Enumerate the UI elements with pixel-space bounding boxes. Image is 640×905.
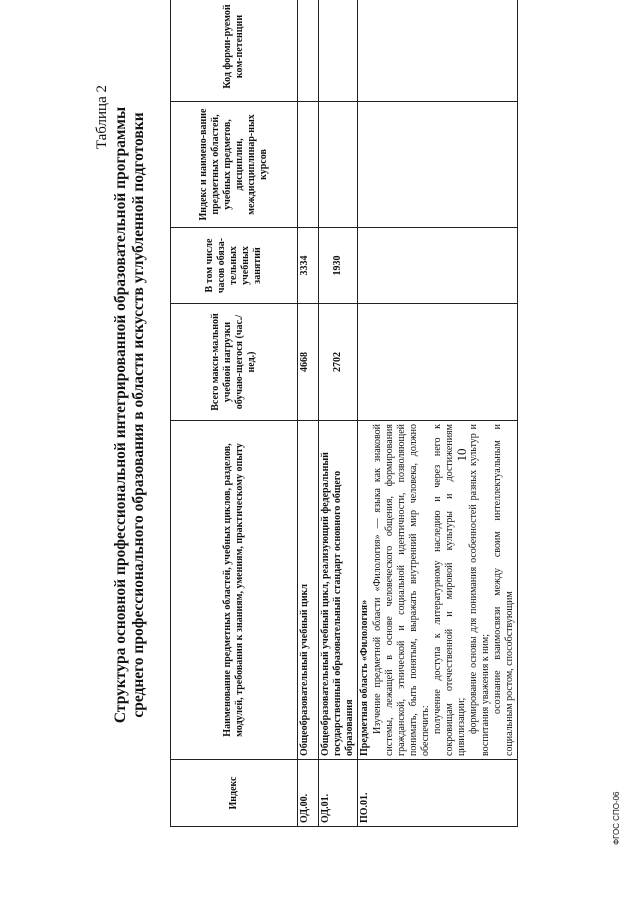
table-row <box>298 0 319 827</box>
area-paragraph: Изучение предметной области «Филология» — языка как знаковой системы, лежащей в основе человеческого общения, формирования гражданской, этнической и социальной идентичности, позволяющей понимать, быть понятым, выражать внутренний мир человека, должно обеспечить: <box>372 424 431 756</box>
table-header-row <box>171 0 298 827</box>
area-description <box>358 421 518 760</box>
row-subjects-index <box>298 102 319 228</box>
program-structure-table <box>170 0 518 827</box>
row-name: Общеобразовательный учебный цикл <box>298 421 319 760</box>
table-row <box>358 0 518 827</box>
title-line-1: Структура основной профессиональной интегрированной образовательной программы <box>112 106 129 724</box>
row-subjects-index <box>319 102 358 228</box>
row-index: ОД.01. <box>319 760 358 827</box>
footer-code: ФГОС СПО-06 <box>612 791 621 845</box>
row-index: ПО.01. <box>358 760 518 827</box>
row-competence-code <box>298 0 319 102</box>
row-max-load: 4668 <box>298 304 319 421</box>
row-competence-code <box>319 0 358 102</box>
area-paragraph: формирование основы для понимания особенностей разных культур и воспитания уважения к ним; <box>468 424 491 756</box>
row-index: ОД.00. <box>298 760 319 827</box>
header-subjects-index: Индекс и наимено-вание предметных областей, учебных предметов, дисциплин, междисциплинар-ных курсов <box>171 102 298 228</box>
row-name: Общеобразовательный учебный цикл, реализующий федеральный государственный образовательный стандарт основного общего образования <box>319 421 358 760</box>
row-mandatory-hours <box>358 228 518 304</box>
document-title <box>112 0 148 835</box>
area-paragraph: получение доступа к литературному наследию и через него к сокровищам отечественной и мировой культуры и достижениям цивилизации; <box>432 424 467 756</box>
row-max-load <box>358 304 518 421</box>
row-subjects-index <box>358 102 518 228</box>
title-line-2: среднего профессионального образования в области искусств углубленной подготовки <box>130 112 147 718</box>
area-paragraph: осознание взаимосвязи между своим интеллектуальным и социальным ростом, способствующим <box>492 424 515 756</box>
table-label: Таблица 2 <box>94 85 110 150</box>
area-title: Предметная область «Филология» <box>359 599 370 756</box>
row-max-load: 2702 <box>319 304 358 421</box>
header-mandatory-hours: В том числе часов обяза-тельных учебных занятий <box>171 228 298 304</box>
page-number: 10 <box>454 448 469 462</box>
header-name: Наименование предметных областей, учебных циклов, разделов, модулей, требования к знаниям, умениям, практическому опыту <box>171 421 298 760</box>
header-index: Индекс <box>171 760 298 827</box>
table-row <box>319 0 358 827</box>
row-mandatory-hours: 3334 <box>298 228 319 304</box>
row-mandatory-hours: 1930 <box>319 228 358 304</box>
header-max-load: Всего макси-мальной учебной нагрузки обучаю-щегося (час./нед.) <box>171 304 298 421</box>
row-competence-code <box>358 0 518 102</box>
header-competence-code: Код форми-руемой ком-петенции <box>171 0 298 102</box>
